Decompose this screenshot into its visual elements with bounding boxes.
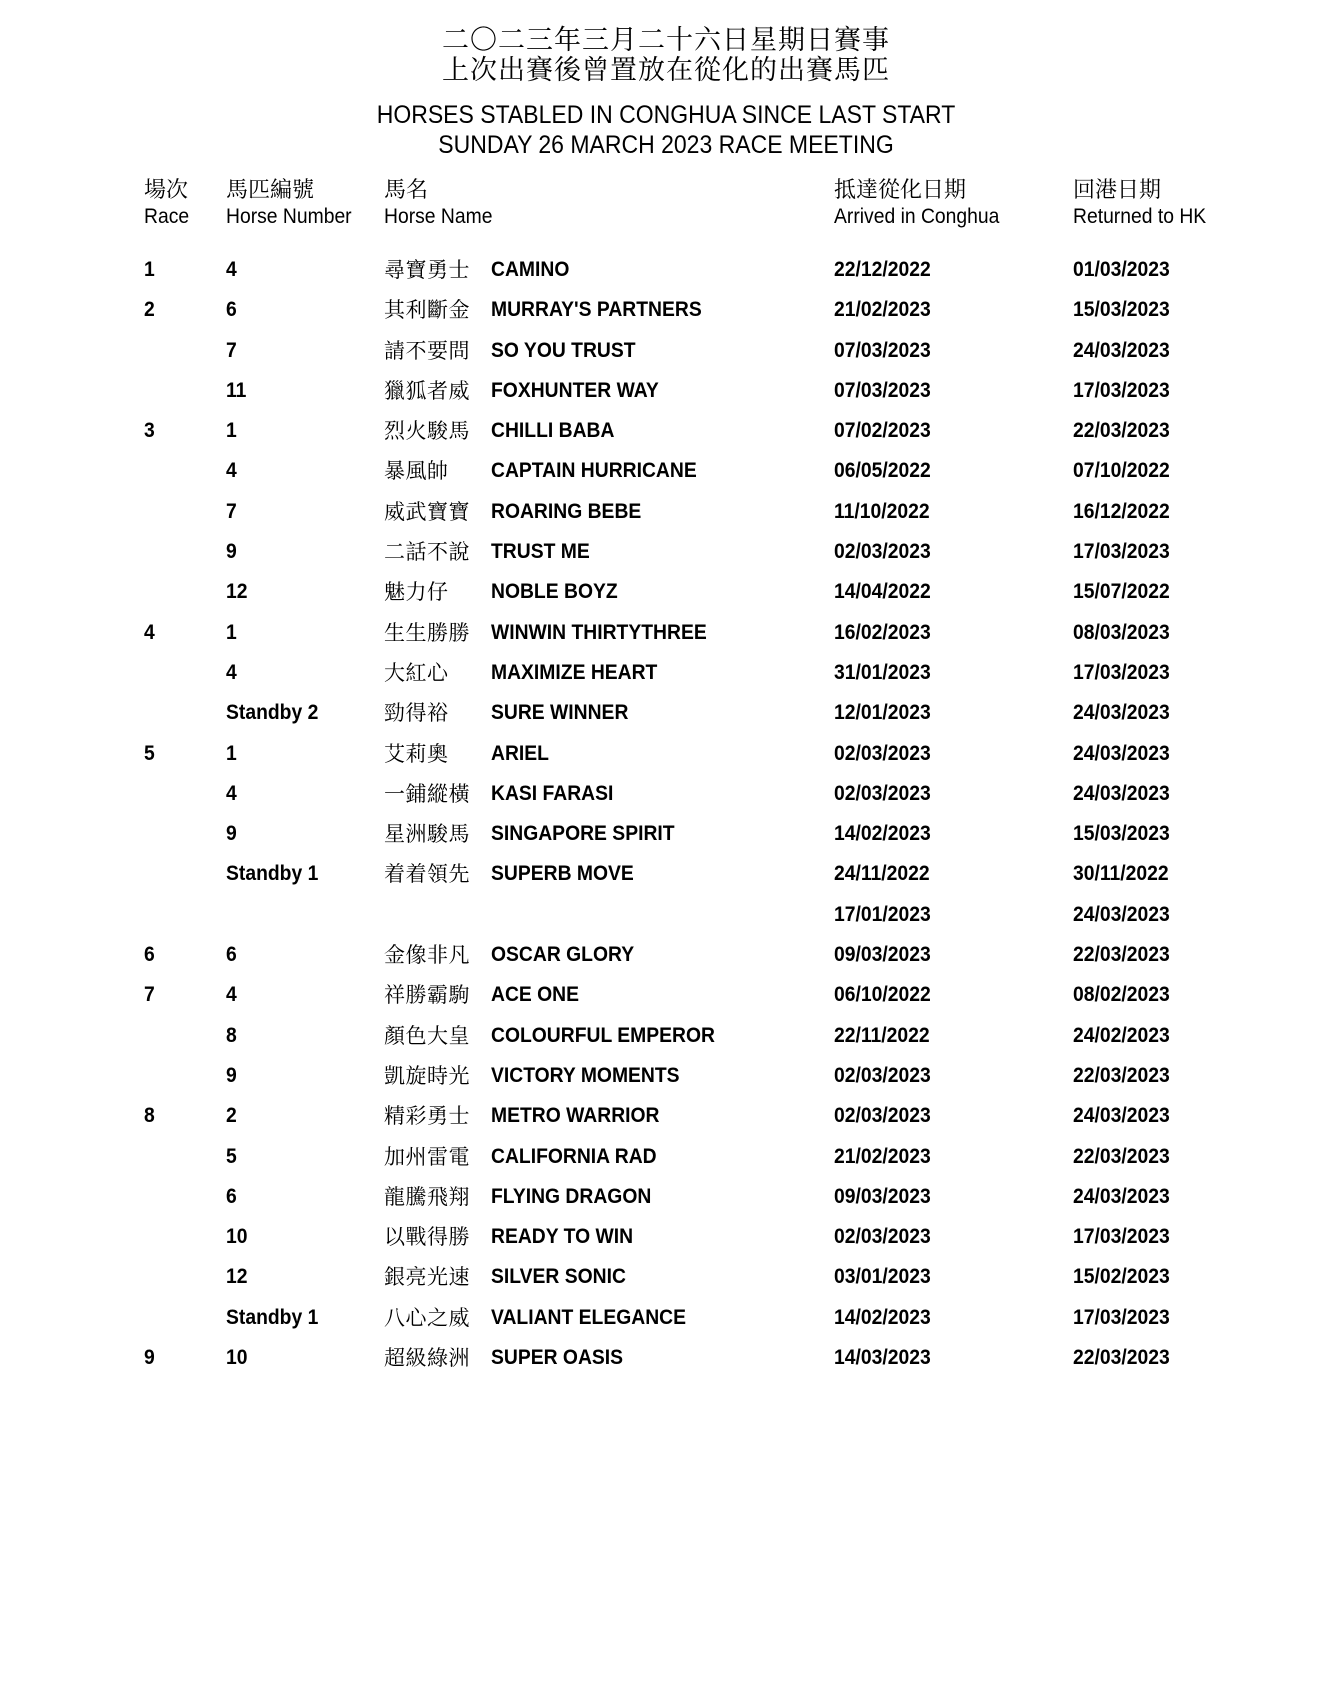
arrived-date-cell: 22/12/2022 bbox=[834, 258, 931, 281]
table-row bbox=[0, 778, 1332, 818]
horse-name-zh-cell: 獵狐者威 bbox=[384, 378, 470, 403]
horse-number-cell: 8 bbox=[226, 1023, 237, 1047]
table-row bbox=[0, 979, 1332, 1019]
horse-name-en-cell: KASI FARASI bbox=[491, 781, 614, 805]
header-name-en: Horse Name bbox=[384, 205, 493, 228]
header-race bbox=[144, 178, 193, 230]
race-cell: 9 bbox=[144, 1346, 155, 1370]
horse-name-zh-cell: 龍騰飛翔 bbox=[384, 1184, 470, 1209]
returned-date-cell: 17/03/2023 bbox=[1073, 1225, 1170, 1249]
arrived-date-cell: 14/02/2023 bbox=[834, 1305, 931, 1329]
table-body bbox=[0, 254, 1332, 1382]
arrived-date-cell: 09/03/2023 bbox=[834, 943, 931, 967]
race-cell: 1 bbox=[144, 258, 155, 281]
horse-number-cell: 1 bbox=[226, 620, 237, 644]
horse-name-en-cell: VALIANT ELEGANCE bbox=[491, 1305, 686, 1329]
horse-name-en-cell: COLOURFUL EMPEROR bbox=[491, 1023, 715, 1047]
horse-name-zh-cell: 着着領先 bbox=[384, 862, 470, 887]
arrived-date-cell: 21/02/2023 bbox=[834, 1144, 931, 1168]
horse-name-zh-cell: 一鋪縱橫 bbox=[384, 781, 470, 806]
horse-number-cell: 10 bbox=[226, 1346, 248, 1370]
horse-name-zh-cell: 銀亮光速 bbox=[384, 1265, 470, 1290]
arrived-date-cell: 06/10/2022 bbox=[834, 983, 931, 1007]
header-name-zh: 馬名 bbox=[384, 178, 429, 203]
horse-name-en-cell: SO YOU TRUST bbox=[491, 338, 636, 362]
horse-name-en-cell: MURRAY'S PARTNERS bbox=[491, 298, 702, 322]
arrived-date-cell: 12/01/2023 bbox=[834, 701, 931, 725]
header-arrived-en: Arrived in Conghua bbox=[834, 205, 1000, 228]
horse-name-en-cell: SILVER SONIC bbox=[491, 1265, 626, 1289]
horse-name-en-cell: VICTORY MOMENTS bbox=[491, 1063, 680, 1087]
returned-date-cell: 15/07/2022 bbox=[1073, 580, 1170, 604]
arrived-date-cell: 07/03/2023 bbox=[834, 338, 931, 362]
arrived-date-cell: 24/11/2022 bbox=[834, 862, 930, 886]
horse-name-en-cell: FOXHUNTER WAY bbox=[491, 378, 659, 402]
arrived-date-cell: 31/01/2023 bbox=[834, 660, 931, 684]
arrived-date-cell: 02/03/2023 bbox=[834, 1225, 931, 1249]
arrived-date-cell: 11/10/2022 bbox=[834, 499, 930, 523]
horse-name-zh-cell: 暴風帥 bbox=[384, 459, 449, 484]
horse-number-cell: 4 bbox=[226, 660, 237, 684]
returned-date-cell: 22/03/2023 bbox=[1073, 419, 1170, 443]
horse-name-zh-cell: 凱旋時光 bbox=[384, 1063, 470, 1088]
horse-name-zh-cell: 以戰得勝 bbox=[384, 1225, 470, 1250]
table-row bbox=[0, 1100, 1332, 1140]
horse-name-en-cell: TRUST ME bbox=[491, 540, 590, 564]
race-cell: 3 bbox=[144, 419, 155, 443]
horse-number-cell: 2 bbox=[226, 1104, 237, 1128]
arrived-date-cell: 17/01/2023 bbox=[834, 902, 931, 926]
returned-date-cell: 01/03/2023 bbox=[1073, 258, 1170, 281]
horse-number-cell: 12 bbox=[226, 1265, 248, 1289]
horse-name-zh-cell: 威武寶寶 bbox=[384, 499, 470, 524]
horse-name-zh-cell: 星洲駿馬 bbox=[384, 822, 470, 847]
table-row bbox=[0, 1261, 1332, 1301]
arrived-date-cell: 21/02/2023 bbox=[834, 298, 931, 322]
header-race-en: Race bbox=[144, 205, 190, 228]
table-row bbox=[0, 657, 1332, 697]
horse-name-en-cell: NOBLE BOYZ bbox=[491, 580, 618, 604]
returned-date-cell: 22/03/2023 bbox=[1073, 1144, 1170, 1168]
title-en-line2: SUNDAY 26 MARCH 2023 RACE MEETING bbox=[438, 131, 894, 159]
returned-date-cell: 22/03/2023 bbox=[1073, 943, 1170, 967]
race-cell: 2 bbox=[144, 298, 155, 322]
horse-name-en-cell: CHILLI BABA bbox=[491, 419, 615, 443]
table-row bbox=[0, 1141, 1332, 1181]
horse-name-en-cell: OSCAR GLORY bbox=[491, 943, 635, 967]
header-number-zh: 馬匹編號 bbox=[226, 178, 315, 203]
arrived-date-cell: 02/03/2023 bbox=[834, 781, 931, 805]
horse-name-en-cell: SUPERB MOVE bbox=[491, 862, 634, 886]
arrived-date-cell: 22/11/2022 bbox=[834, 1023, 930, 1047]
returned-date-cell: 17/03/2023 bbox=[1073, 660, 1170, 684]
horse-name-en-cell: MAXIMIZE HEART bbox=[491, 660, 658, 684]
table-row bbox=[0, 536, 1332, 576]
horse-number-cell: 4 bbox=[226, 459, 237, 483]
returned-date-cell: 22/03/2023 bbox=[1073, 1346, 1170, 1370]
table-row bbox=[0, 375, 1332, 415]
arrived-date-cell: 14/02/2023 bbox=[834, 822, 931, 846]
horse-name-en-cell: SURE WINNER bbox=[491, 701, 629, 725]
horse-number-cell: 7 bbox=[226, 338, 237, 362]
table-row bbox=[0, 576, 1332, 616]
horse-number-cell: 6 bbox=[226, 943, 237, 967]
arrived-date-cell: 03/01/2023 bbox=[834, 1265, 931, 1289]
table-row bbox=[0, 294, 1332, 334]
returned-date-cell: 24/03/2023 bbox=[1073, 902, 1170, 926]
returned-date-cell: 08/03/2023 bbox=[1073, 620, 1170, 644]
header-returned-zh: 回港日期 bbox=[1073, 178, 1162, 203]
horse-name-en-cell: READY TO WIN bbox=[491, 1225, 634, 1249]
arrived-date-cell: 02/03/2023 bbox=[834, 741, 931, 765]
returned-date-cell: 07/10/2022 bbox=[1073, 459, 1170, 483]
arrived-date-cell: 02/03/2023 bbox=[834, 540, 931, 564]
horse-name-zh-cell: 祥勝霸駒 bbox=[384, 983, 470, 1008]
horse-number-cell: 9 bbox=[226, 1063, 237, 1087]
header-horse-number bbox=[226, 178, 363, 230]
returned-date-cell: 08/02/2023 bbox=[1073, 983, 1170, 1007]
returned-date-cell: 15/03/2023 bbox=[1073, 298, 1170, 322]
title-zh-line1: 二〇二三年三月二十六日星期日賽事 bbox=[442, 25, 890, 56]
arrived-date-cell: 14/04/2022 bbox=[834, 580, 931, 604]
race-cell: 5 bbox=[144, 741, 155, 765]
table-row bbox=[0, 496, 1332, 536]
horse-number-cell: 10 bbox=[226, 1225, 248, 1249]
horse-number-cell: 9 bbox=[226, 822, 237, 846]
horse-number-cell: 5 bbox=[226, 1144, 237, 1168]
header-horse-name bbox=[384, 178, 502, 230]
table-row bbox=[0, 1342, 1332, 1382]
returned-date-cell: 15/03/2023 bbox=[1073, 822, 1170, 846]
horse-name-en-cell: CAMINO bbox=[491, 258, 570, 281]
race-cell: 6 bbox=[144, 943, 155, 967]
table-row bbox=[0, 1060, 1332, 1100]
race-cell: 7 bbox=[144, 983, 155, 1007]
horse-number-cell: Standby 1 bbox=[226, 1305, 319, 1329]
table-row bbox=[0, 455, 1332, 495]
returned-date-cell: 17/03/2023 bbox=[1073, 378, 1170, 402]
arrived-date-cell: 02/03/2023 bbox=[834, 1063, 931, 1087]
table-header bbox=[0, 178, 1332, 234]
horse-name-zh-cell: 顏色大皇 bbox=[384, 1023, 470, 1048]
horse-number-cell: 12 bbox=[226, 580, 248, 604]
table-row bbox=[0, 899, 1332, 939]
arrived-date-cell: 07/02/2023 bbox=[834, 419, 931, 443]
horse-name-zh-cell: 艾莉奧 bbox=[384, 741, 449, 766]
returned-date-cell: 24/03/2023 bbox=[1073, 1104, 1170, 1128]
race-cell: 8 bbox=[144, 1104, 155, 1128]
horse-name-en-cell: ACE ONE bbox=[491, 983, 580, 1007]
title-english bbox=[53, 100, 1278, 160]
arrived-date-cell: 09/03/2023 bbox=[834, 1184, 931, 1208]
horse-name-en-cell: CALIFORNIA RAD bbox=[491, 1144, 657, 1168]
title-en-line1: HORSES STABLED IN CONGHUA SINCE LAST START bbox=[376, 101, 956, 129]
table-row bbox=[0, 617, 1332, 657]
horse-number-cell: 1 bbox=[226, 419, 237, 443]
horse-number-cell: 4 bbox=[226, 983, 237, 1007]
horse-name-zh-cell: 金像非凡 bbox=[384, 943, 470, 968]
returned-date-cell: 22/03/2023 bbox=[1073, 1063, 1170, 1087]
header-race-zh: 場次 bbox=[144, 178, 189, 203]
arrived-date-cell: 16/02/2023 bbox=[834, 620, 931, 644]
horse-name-zh-cell: 勁得裕 bbox=[384, 701, 449, 726]
header-returned bbox=[1073, 178, 1218, 230]
table-row bbox=[0, 415, 1332, 455]
horse-name-zh-cell: 烈火駿馬 bbox=[384, 419, 470, 444]
table-row bbox=[0, 697, 1332, 737]
header-returned-en: Returned to HK bbox=[1073, 205, 1207, 228]
horse-name-en-cell: ROARING BEBE bbox=[491, 499, 642, 523]
arrived-date-cell: 14/03/2023 bbox=[834, 1346, 931, 1370]
race-cell: 4 bbox=[144, 620, 155, 644]
horse-name-zh-cell: 二話不說 bbox=[384, 540, 470, 565]
horse-number-cell: Standby 1 bbox=[226, 862, 319, 886]
title-zh-line2: 上次出賽後曾置放在從化的出賽馬匹 bbox=[442, 55, 890, 86]
horse-name-en-cell: SUPER OASIS bbox=[491, 1346, 624, 1370]
table-row bbox=[0, 1020, 1332, 1060]
table-row bbox=[0, 939, 1332, 979]
table-row bbox=[0, 1221, 1332, 1261]
horse-number-cell: 4 bbox=[226, 781, 237, 805]
horse-name-zh-cell: 其利斷金 bbox=[384, 298, 470, 323]
returned-date-cell: 15/02/2023 bbox=[1073, 1265, 1170, 1289]
horse-number-cell: 6 bbox=[226, 298, 237, 322]
horse-name-en-cell: CAPTAIN HURRICANE bbox=[491, 459, 697, 483]
horse-name-zh-cell: 魅力仔 bbox=[384, 580, 449, 605]
horse-name-en-cell: WINWIN THIRTYTHREE bbox=[491, 620, 707, 644]
horse-number-cell: 9 bbox=[226, 540, 237, 564]
table-row bbox=[0, 858, 1332, 898]
returned-date-cell: 24/03/2023 bbox=[1073, 338, 1170, 362]
returned-date-cell: 30/11/2022 bbox=[1073, 862, 1169, 886]
horse-name-zh-cell: 加州雷電 bbox=[384, 1144, 470, 1169]
horse-number-cell: 1 bbox=[226, 741, 237, 765]
horse-number-cell: 11 bbox=[226, 378, 247, 402]
horse-name-zh-cell: 八心之威 bbox=[384, 1305, 470, 1330]
table-row bbox=[0, 818, 1332, 858]
header-arrived bbox=[834, 178, 1014, 230]
horse-number-cell: Standby 2 bbox=[226, 701, 319, 725]
arrived-date-cell: 02/03/2023 bbox=[834, 1104, 931, 1128]
header-number-en: Horse Number bbox=[226, 205, 352, 228]
horse-name-zh-cell: 尋寶勇士 bbox=[384, 258, 470, 282]
returned-date-cell: 16/12/2022 bbox=[1073, 499, 1170, 523]
returned-date-cell: 24/02/2023 bbox=[1073, 1023, 1170, 1047]
horse-name-zh-cell: 精彩勇士 bbox=[384, 1104, 470, 1129]
table-row bbox=[0, 254, 1332, 294]
title-chinese bbox=[0, 26, 1332, 86]
returned-date-cell: 24/03/2023 bbox=[1073, 741, 1170, 765]
horse-name-zh-cell: 請不要問 bbox=[384, 338, 470, 363]
returned-date-cell: 17/03/2023 bbox=[1073, 1305, 1170, 1329]
returned-date-cell: 17/03/2023 bbox=[1073, 540, 1170, 564]
horse-number-cell: 4 bbox=[226, 258, 237, 281]
horse-number-cell: 6 bbox=[226, 1184, 237, 1208]
horse-name-zh-cell: 大紅心 bbox=[384, 660, 449, 685]
table-row bbox=[0, 335, 1332, 375]
horse-name-en-cell: SINGAPORE SPIRIT bbox=[491, 822, 675, 846]
arrived-date-cell: 07/03/2023 bbox=[834, 378, 931, 402]
table-row bbox=[0, 1302, 1332, 1342]
returned-date-cell: 24/03/2023 bbox=[1073, 1184, 1170, 1208]
horse-number-cell: 7 bbox=[226, 499, 237, 523]
horse-name-en-cell: ARIEL bbox=[491, 741, 549, 765]
table-row bbox=[0, 1181, 1332, 1221]
horse-name-zh-cell: 超級綠洲 bbox=[384, 1346, 470, 1371]
arrived-date-cell: 06/05/2022 bbox=[834, 459, 931, 483]
header-arrived-zh: 抵達從化日期 bbox=[834, 178, 967, 203]
horse-name-en-cell: METRO WARRIOR bbox=[491, 1104, 660, 1128]
horse-name-en-cell: FLYING DRAGON bbox=[491, 1184, 652, 1208]
returned-date-cell: 24/03/2023 bbox=[1073, 781, 1170, 805]
horse-name-zh-cell: 生生勝勝 bbox=[384, 620, 470, 645]
table-row bbox=[0, 738, 1332, 778]
returned-date-cell: 24/03/2023 bbox=[1073, 701, 1170, 725]
